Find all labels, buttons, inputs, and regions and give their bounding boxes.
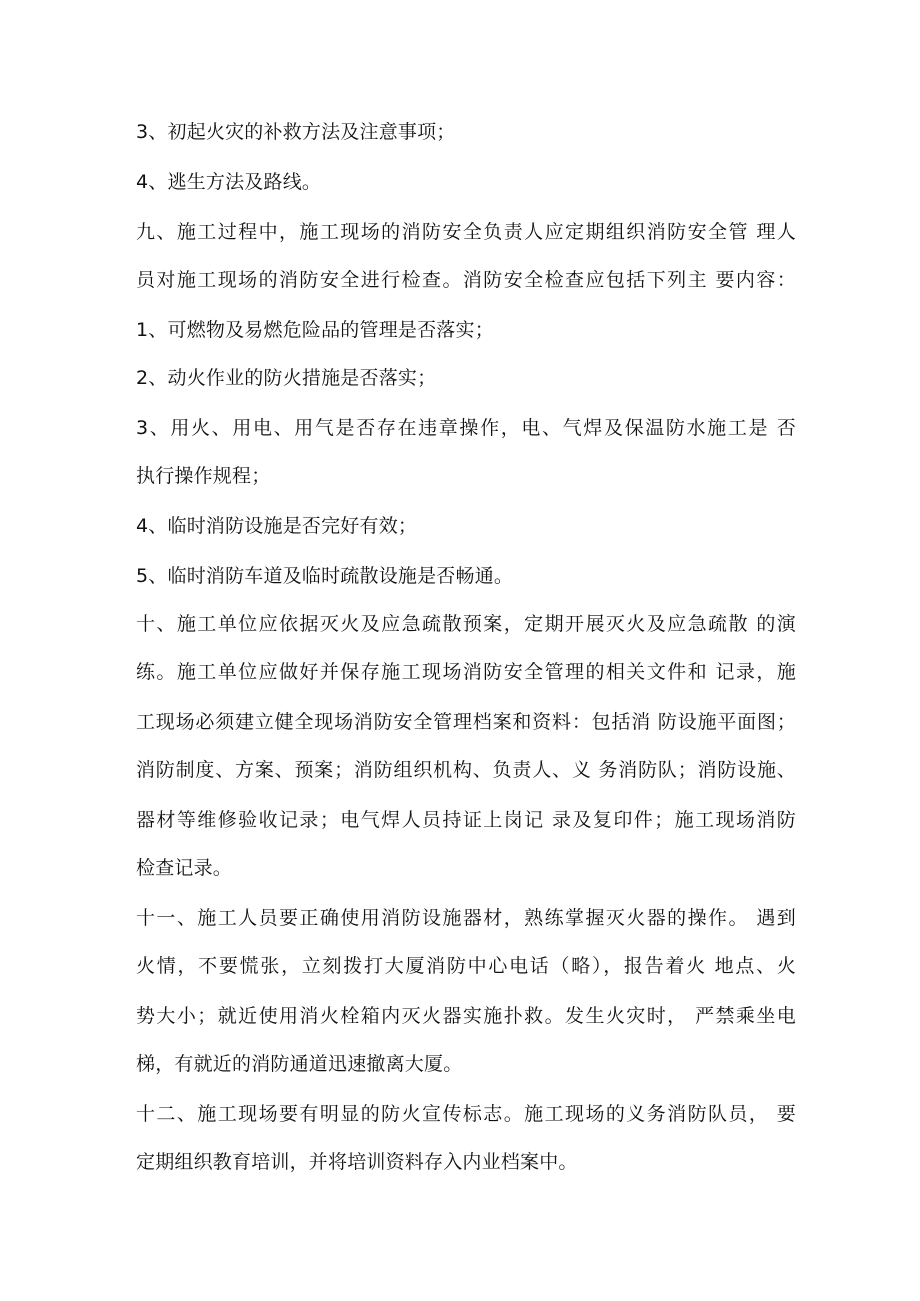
text-line: 器材等维修验收记录；电气焊人员持证上岗记 录及复印件；施工现场消防 bbox=[136, 809, 796, 831]
text-line: 执行操作规程； bbox=[136, 465, 271, 487]
text-line: 检查记录。 bbox=[136, 857, 233, 879]
text-line: 九、施工过程中，施工现场的消防安全负责人应定期组织消防安全管 理人 bbox=[136, 221, 796, 243]
text-line: 4、临时消防设施是否完好有效； bbox=[136, 515, 418, 537]
text-line: 消防制度、方案、预案；消防组织机构、负责人、义 务消防队；消防设施、 bbox=[136, 759, 796, 781]
text-line: 梯，有就近的消防通道迅速撤离大厦。 bbox=[136, 1053, 463, 1075]
text-line: 工现场必须建立健全现场消防安全管理档案和资料：包括消 防设施平面图； bbox=[136, 711, 796, 733]
text-line: 1、可燃物及易燃危险品的管理是否落实； bbox=[136, 319, 494, 341]
text-line: 定期组织教育培训，并将培训资料存入内业档案中。 bbox=[136, 1151, 578, 1173]
text-line: 势大小；就近使用消火栓箱内灭火器实施扑救。发生火灾时， 严禁乘坐电 bbox=[136, 1005, 796, 1027]
text-line: 十一、施工人员要正确使用消防设施器材，熟练掌握灭火器的操作。 遇到 bbox=[136, 907, 796, 929]
text-line: 2、动火作业的防火措施是否落实； bbox=[136, 367, 437, 389]
text-line: 4、逃生方法及路线。 bbox=[136, 171, 322, 193]
text-line: 十、施工单位应依据灭火及应急疏散预案，定期开展灭火及应急疏散 的演 bbox=[136, 613, 796, 635]
text-line: 5、临时消防车道及临时疏散设施是否畅通。 bbox=[136, 565, 514, 587]
text-line: 3、用火、用电、用气是否存在违章操作，电、气焊及保温防水施工是 否 bbox=[136, 417, 796, 439]
text-line: 火情，不要慌张，立刻拨打大厦消防中心电话（略），报告着火 地点、火 bbox=[136, 955, 796, 977]
text-line: 员对施工现场的消防安全进行检查。消防安全检查应包括下列主 要内容： bbox=[136, 269, 796, 291]
text-line: 十二、施工现场要有明显的防火宣传标志。施工现场的义务消防队员， 要 bbox=[136, 1103, 796, 1125]
text-line: 练。施工单位应做好并保存施工现场消防安全管理的相关文件和 记录，施 bbox=[136, 661, 796, 683]
text-line: 3、初起火灾的补救方法及注意事项； bbox=[136, 121, 456, 143]
